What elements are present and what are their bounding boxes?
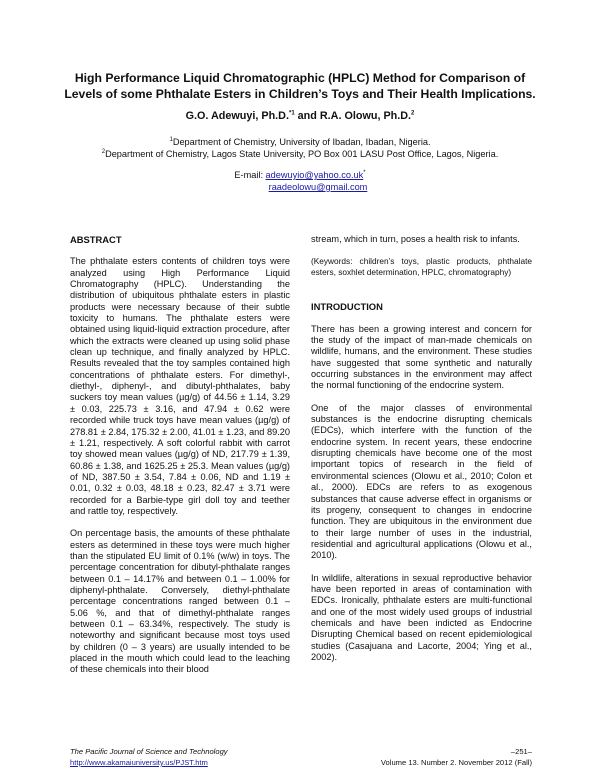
abstract-paragraph-1: The phthalate esters contents of children toys were analyzed using High Performance Liquid Chromatography (HPLC). Understanding the distribution of ubiquitous phthalate esters in plastic products were necessary because of their subtle toxicity to humans. The phthalate esters were obtained using liquid-liquid extraction procedure, after which the extracts were cleaned up using solid phase clean up technique, and finally analyzed by HPLC. Results revealed that the toy samples contained high concentrations of phthalate esters. For dimethyl-, diethyl-, diphenyl-, and dibutyl-phthalates, baby suckers toy mean values (µg/g) of 44.56 ± 1.14, 3.29 ± 0.03, 225.73 ± 3.16, and 47.94 ± 0.62 were recorded while truck toys have mean values (µg/g) of 278.81 ± 2.84, 175.32 ± 2.00, 41.01 ± 1.23, and 89.20 ± 1.21, respectively. A soft colorful rabbit with carrot toy showed mean values (µg/g) of ND, 217.79 ± 1.39, 60.86 ± 1.38, and 1625.25 ± 25.3. Mean values (µg/g) of ND, 387.50 ± 3.54, 7.84 ± 0.06, ND and 1.19 ± 0.01, 0.32 ± 0.03, 48.18 ± 0.23, 82.47 ± 3.71 were recorded for a Barbie-type girl doll toy and teether and rattle toy, respectively. [70,256,290,516]
introduction-paragraph-2: One of the major classes of environmental substances is the endocrine disrupting chemicals (EDCs), which interfere with the function of the endocrine system. In recent years, these endocrine disrupting chemicals have become one of the most important topics of research in the field of environmental sciences (Olowu et al., 2010; Colon et al., 2000). EDCs are refers to as exogenous substances that cause adverse effect in organisms or its progeny, consequent to changes in endocrine function. They are ubiquitous in the environment due to their large number of uses in the industrial, residential and agricultural applications (Olowu et al., 2010). [311,402,532,561]
affiliation-1 [40,136,560,148]
email-link-2[interactable]: raadeolowu@gmail.com [268,182,368,192]
introduction-paragraph-1: There has been a growing interest and concern for the study of the impact of man-made chemicals on wildlife, humans, and the environment. These studies have suggested that some synthetic and naturally occurring substances in the environment may affect the normal functioning of the endocrine system. [311,323,532,391]
author-conjunction: and [294,110,320,122]
affiliation-2-mark: 2 [101,148,106,155]
right-column [311,234,532,674]
affiliation-2 [40,148,560,160]
keywords: (Keywords: children’s toys, plastic products, phthalate esters, soxhlet determination, HPLC, chromatography) [311,256,532,278]
affiliations [40,136,560,160]
author-line [0,110,600,122]
email-mark: * [363,169,366,176]
email-label: E-mail: [234,170,266,180]
author-2-marks: 2 [411,110,415,117]
footer-left [70,746,228,768]
abstract-heading: ABSTRACT [70,234,122,245]
footer-right [380,746,532,768]
paper-title: High Performance Liquid Chromatographic (HPLC) Method for Comparison of Levels of some Phthalate Esters in Children’s Toys and Their Health Implications. [64,71,536,101]
footer-journal-name: The Pacific Journal of Science and Technology [70,747,228,756]
affiliation-2-text: Department of Chemistry, Lagos State University, PO Box 001 LASU Post Office, Lagos, Nigeria. [105,149,499,159]
author-2: R.A. Olowu, Ph.D. [319,110,412,122]
abstract-paragraph-2: On percentage basis, the amounts of these phthalate esters as determined in these toys were much higher than the stipulated EU limit of 0.1% (w/w) in toys. The percentage concentration for dibutyl-phthalate ranges between 0.1 – 14.17% and between 0.1 – 1.00% for diphenyl-phthalate. Conversely, diethyl-phthalate percentage concentrations ranged between 0.1 – 5.06 %, and that of dimethyl-phthalate ranges between 0.1 – 63.34%, respectively. The study is noteworthy and significant because most toys used by children (0 – 3 years) are usually intended to be placed in the mouth which could lead to the leaching of these chemicals into their blood [70,528,290,675]
author-1: G.O. Adewuyi, Ph.D. [185,110,289,122]
email-block [0,169,600,193]
footer-page-number: –251– [510,747,532,756]
introduction-paragraph-3: In wildlife, alterations in sexual reproductive behavior have been reported in areas of contamination with EDCs. Ironically, phthalate esters are multi-functional and one of the most widely used groups of industrial chemicals and have been indicted as Endocrine Disrupting Chemical based on recent epidemiological studies (Casajuana and Lacorte, 2004; Ying et al., 2002). [311,572,532,662]
email-link-1[interactable]: adewuyio@yahoo.co.uk [265,170,364,180]
footer-volume: Volume 13. Number 2. November 2012 (Fall) [380,758,532,767]
email-line-1 [0,169,600,181]
author-1-marks: *1 [288,110,295,117]
affiliation-1-mark: 1 [169,136,173,143]
email-line-2 [0,181,600,193]
footer-journal-link[interactable]: http://www.akamaiuniversity.us/PJST.htm [70,758,208,767]
abstract-paragraph-2-continued: stream, which in turn, poses a health risk to infants. [311,234,520,244]
introduction-heading: INTRODUCTION [311,301,383,313]
affiliation-1-text: Department of Chemistry, University of Ibadan, Ibadan, Nigeria. [172,137,431,147]
left-column [70,234,290,687]
